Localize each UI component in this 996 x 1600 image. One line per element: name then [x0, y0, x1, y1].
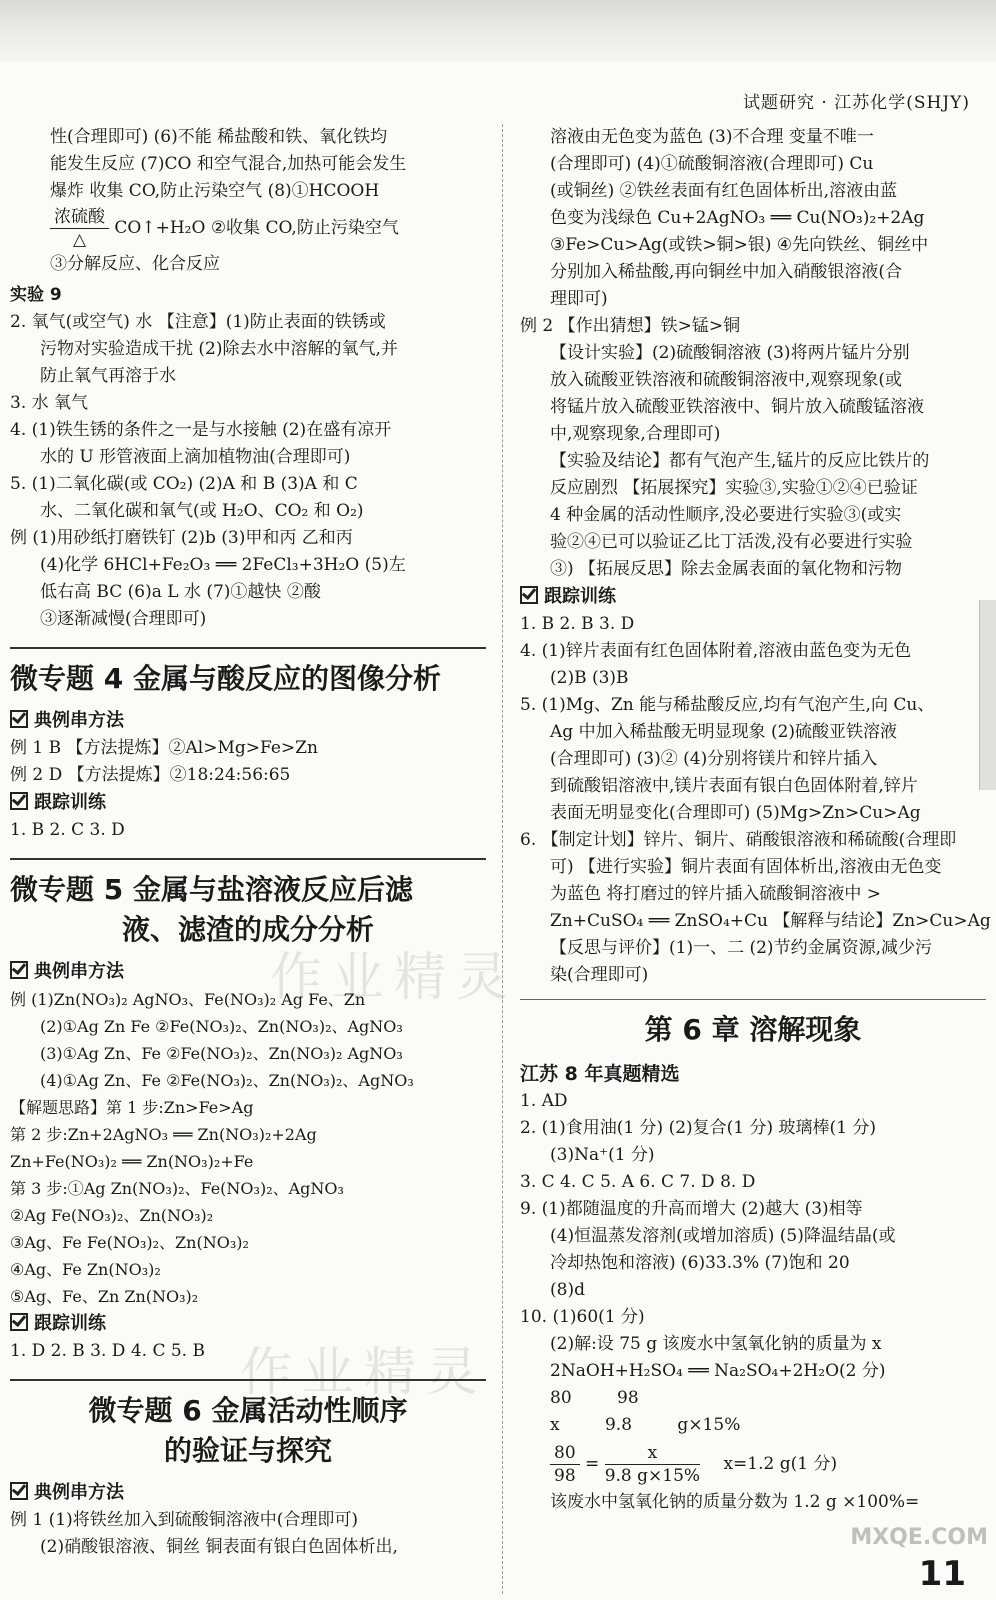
text-line: 2. (1)食用油(1 分) (2)复合(1 分) 玻璃棒(1 分) — [520, 1118, 877, 1138]
text-line: (合理即可) (4)①硫酸铜溶液(合理即可) Cu — [550, 154, 874, 174]
text-line: 理即可) — [550, 289, 608, 309]
topic-6-title-cont: 的验证与探究 — [163, 1434, 332, 1467]
topic-4-title: 微专题 4 金属与酸反应的图像分析 — [10, 662, 441, 695]
fraction-equation: $\frac{80}{98}$ = $\frac{x}{9.8 g\times 15\%}$ x=1.2 g(1 分) — [520, 1439, 986, 1489]
text-line: 例 2 D 【方法提炼】②18:24:56:65 — [10, 765, 291, 785]
topic-5-title: 微专题 5 金属与盐溶液反应后滤 — [10, 873, 413, 906]
text-line: (8)d — [550, 1280, 585, 1300]
check-icon — [10, 792, 28, 810]
text-line: Ag 中加入稀盐酸无明显现象 (2)硫酸亚铁溶液 — [550, 722, 898, 742]
right-column — [520, 124, 991, 1516]
result: x=1.2 g(1 分) — [723, 1454, 838, 1474]
text-line: (4)①Ag Zn、Fe ②Fe(NO₃)₂、Zn(NO₃)₂、AgNO₃ — [40, 1071, 414, 1090]
text-line: Zn+Fe(NO₃)₂ ══ Zn(NO₃)₂+Fe — [10, 1152, 254, 1171]
text-line: 【实验及结论】都有气泡产生,锰片的反应比铁片的 — [550, 451, 930, 471]
text-line: 例 1 (1)将铁丝加入到硫酸铜溶液中(合理即可) — [10, 1510, 358, 1530]
fraction: $\frac{x}{9.8 g\times 15\%}$ — [604, 1443, 701, 1486]
text-line: x 9.8 g×15% — [550, 1415, 741, 1435]
text-line: ⑤Ag、Fe、Zn Zn(NO₃)₂ — [10, 1287, 199, 1306]
running-head: 试题研究 · 江苏化学(SHJY) — [743, 93, 970, 113]
check-icon — [10, 1482, 28, 1500]
section-rule — [10, 1379, 486, 1381]
text-line: 表面无明显变化(合理即可) (5)Mg>Zn>Cu>Ag — [550, 803, 921, 823]
text-line: 到硫酸铝溶液中,镁片表面有银白色固体附着,锌片 — [550, 776, 918, 796]
text-line: 污物对实验造成干扰 (2)除去水中溶解的氧气,并 — [40, 339, 398, 359]
text-line: 为蓝色 将打磨过的锌片插入硫酸铜溶液中 > — [550, 884, 882, 904]
text-line: 5. (1)Mg、Zn 能与稀盐酸反应,均有气泡产生,向 Cu、 — [520, 695, 935, 715]
text-line: 染(合理即可) — [550, 965, 649, 985]
corner-logo: MXQE.COM — [850, 1525, 988, 1550]
text-line: 6. 【制定计划】锌片、铜片、硝酸银溶液和稀硫酸(合理即 — [520, 830, 957, 850]
text-line: 1. AD — [520, 1091, 568, 1111]
chapter-title: 第 6 章 溶解现象 — [644, 1013, 862, 1046]
text-line: (3)Na⁺(1 分) — [550, 1145, 655, 1165]
text-line: 水、二氧化碳和氧气(或 H₂O、CO₂ 和 O₂) — [40, 501, 364, 521]
equation-rest: CO↑+H₂O ②收集 CO,防止污染空气 — [114, 218, 399, 238]
text-line: 第 3 步:①Ag Zn(NO₃)₂、Fe(NO₃)₂、AgNO₃ — [10, 1179, 344, 1198]
text-line: 将锰片放入硫酸亚铁溶液中、铜片放入硫酸锰溶液 — [550, 397, 924, 417]
text-line: (合理即可) (3)② (4)分别将镁片和锌片插入 — [550, 749, 878, 769]
section-heading: 跟踪训练 — [10, 789, 486, 817]
text-line: 例 (1)用砂纸打磨铁钉 (2)b (3)甲和丙 乙和丙 — [10, 528, 353, 548]
text-line: 2NaOH+H₂SO₄ ══ Na₂SO₄+2H₂O(2 分) — [550, 1361, 886, 1381]
text-line: (2)解:设 75 g 该废水中氢氧化钠的质量为 x — [550, 1334, 882, 1354]
section-heading: 跟踪训练 — [10, 1310, 486, 1338]
text-line: 能发生反应 (7)CO 和空气混合,加热可能会发生 — [50, 154, 407, 174]
text-line: 例 1 B 【方法提炼】②Al>Mg>Fe>Zn — [10, 738, 318, 758]
topic-6-title: 微专题 6 金属活动性顺序 — [88, 1394, 408, 1427]
text-line: ③分解反应、化合反应 — [50, 254, 220, 274]
text-line: ③) 【拓展反思】除去金属表面的氧化物和污物 — [550, 559, 903, 579]
text-line: 80 98 — [550, 1388, 639, 1408]
text-line: (2)硝酸银溶液、铜丝 铜表面有银白色固体析出, — [40, 1537, 398, 1557]
section-rule — [520, 999, 986, 1000]
text-line: (2)B (3)B — [550, 668, 629, 688]
section-heading: 跟踪训练 — [520, 583, 986, 611]
chapter-subheading: 江苏 8 年真题精选 — [520, 1063, 680, 1085]
left-column — [10, 124, 489, 1561]
text-line: 4. (1)锌片表面有红色固体附着,溶液由蓝色变为无色 — [520, 641, 912, 661]
text-line: 分别加入稀盐酸,再向铜丝中加入硝酸银溶液(合 — [550, 262, 903, 282]
text-line: 4 种金属的活动性顺序,没必要进行实验③(或实 — [550, 505, 902, 525]
equation-line — [10, 205, 486, 251]
check-icon — [10, 710, 28, 728]
page-number: 11 — [918, 1554, 966, 1594]
text-line: 例 (1)Zn(NO₃)₂ AgNO₃、Fe(NO₃)₂ Ag Fe、Zn — [10, 990, 366, 1009]
scan-top-band — [0, 0, 996, 62]
watermark: 作业精灵 — [240, 1343, 489, 1403]
text-line: (3)①Ag Zn、Fe ②Fe(NO₃)₂、Zn(NO₃)₂ AgNO₃ — [40, 1044, 403, 1063]
text-line: Zn+CuSO₄ ══ ZnSO₄+Cu 【解释与结论】Zn>Cu>Ag — [550, 911, 991, 931]
text-line: 冷却热饱和溶液) (6)33.3% (7)饱和 20 — [550, 1253, 850, 1273]
text-line: 3. 水 氧气 — [10, 393, 89, 413]
text-line: ④Ag、Fe Zn(NO₃)₂ — [10, 1260, 161, 1279]
text-line: 防止氧气再溶于水 — [40, 366, 176, 386]
text-line: 【反思与评价】(1)一、二 (2)节约金属资源,减少污 — [550, 938, 932, 958]
text-line: 色变为浅绿色 Cu+2AgNO₃ ══ Cu(NO₃)₂+2Ag — [550, 208, 925, 228]
text-line: 例 2 【作出猜想】铁>锰>铜 — [520, 316, 741, 336]
reaction-condition: $\frac{\text{浓硫酸}}{\triangle}$ — [50, 206, 109, 251]
text-line: 4. (1)铁生锈的条件之一是与水接触 (2)在盛有凉开 — [10, 420, 392, 440]
text-line: (4)恒温蒸发溶剂(或增加溶质) (5)降温结晶(或 — [550, 1226, 896, 1246]
text-line: ③Fe>Cu>Ag(或铁>铜>银) ④先向铁丝、铜丝中 — [550, 235, 929, 255]
text-line: 2. 氧气(或空气) 水 【注意】(1)防止表面的铁锈或 — [10, 312, 386, 332]
text-line: ②Ag Fe(NO₃)₂、Zn(NO₃)₂ — [10, 1206, 214, 1225]
check-icon — [10, 1313, 28, 1331]
text-line: 该废水中氢氧化钠的质量分数为 1.2 g ×100%= — [550, 1492, 920, 1512]
text-line: 可) 【进行实验】铜片表面有固体析出,溶液由无色变 — [550, 857, 942, 877]
text-line: 反应剧烈 【拓展探究】实验③,实验①②④已验证 — [550, 478, 918, 498]
text-line: 溶液由无色变为蓝色 (3)不合理 变量不唯一 — [550, 127, 874, 147]
section-heading: 典例串方法 — [10, 707, 486, 735]
topic-5-title-cont: 液、滤渣的成分分析 — [121, 913, 374, 946]
text-line: ③逐渐减慢(合理即可) — [40, 609, 207, 629]
text-line: 低右高 BC (6)a L 水 (7)①越快 ②酸 — [40, 582, 321, 602]
text-line: 1. D 2. B 3. D 4. C 5. B — [10, 1341, 205, 1361]
text-line: 9. (1)都随温度的升高而增大 (2)越大 (3)相等 — [520, 1199, 863, 1219]
text-line: 爆炸 收集 CO,防止污染空气 (8)①HCOOH — [50, 181, 380, 201]
text-line: 10. (1)60(1 分) — [520, 1307, 645, 1327]
section-heading: 典例串方法 — [10, 1479, 486, 1507]
section-heading: 典例串方法 — [10, 958, 486, 986]
text-line: 性(合理即可) (6)不能 稀盐酸和铁、氧化铁均 — [50, 127, 388, 147]
text-line: 5. (1)二氧化碳(或 CO₂) (2)A 和 B (3)A 和 C — [10, 474, 358, 494]
section-rule — [10, 858, 486, 860]
check-icon — [10, 961, 28, 979]
text-line: 第 2 步:Zn+2AgNO₃ ══ Zn(NO₃)₂+2Ag — [10, 1125, 317, 1144]
text-line: 放入硫酸亚铁溶液和硫酸铜溶液中,观察现象(或 — [550, 370, 903, 390]
text-line: 1. B 2. B 3. D — [520, 614, 635, 634]
fraction: $\frac{80}{98}$ — [550, 1442, 580, 1487]
text-line: 水的 U 形管液面上滴加植物油(合理即可) — [40, 447, 351, 467]
text-line: 验②④已可以验证乙比丁活泼,没有必要进行实验 — [550, 532, 913, 552]
text-line: 3. C 4. C 5. A 6. C 7. D 8. D — [520, 1172, 756, 1192]
watermark: 作业精灵 — [270, 948, 519, 1008]
text-line: 中,观察现象,合理即可) — [550, 424, 721, 444]
text-line: 【解题思路】第 1 步:Zn>Fe>Ag — [10, 1098, 254, 1117]
column-divider — [502, 124, 503, 1594]
check-icon — [520, 586, 538, 604]
text-line: (2)①Ag Zn Fe ②Fe(NO₃)₂、Zn(NO₃)₂、AgNO₃ — [40, 1017, 403, 1036]
text-line: 1. B 2. C 3. D — [10, 820, 125, 840]
text-line: ③Ag、Fe Fe(NO₃)₂、Zn(NO₃)₂ — [10, 1233, 249, 1252]
text-line: (或铜丝) ②铁丝表面有红色固体析出,溶液由蓝 — [550, 181, 898, 201]
text-line: 【设计实验】(2)硫酸铜溶液 (3)将两片锰片分别 — [550, 343, 910, 363]
section-rule — [10, 647, 486, 649]
experiment-title: 实验 9 — [10, 285, 62, 305]
text-line: (4)化学 6HCl+Fe₂O₃ ══ 2FeCl₃+3H₂O (5)左 — [40, 555, 406, 575]
